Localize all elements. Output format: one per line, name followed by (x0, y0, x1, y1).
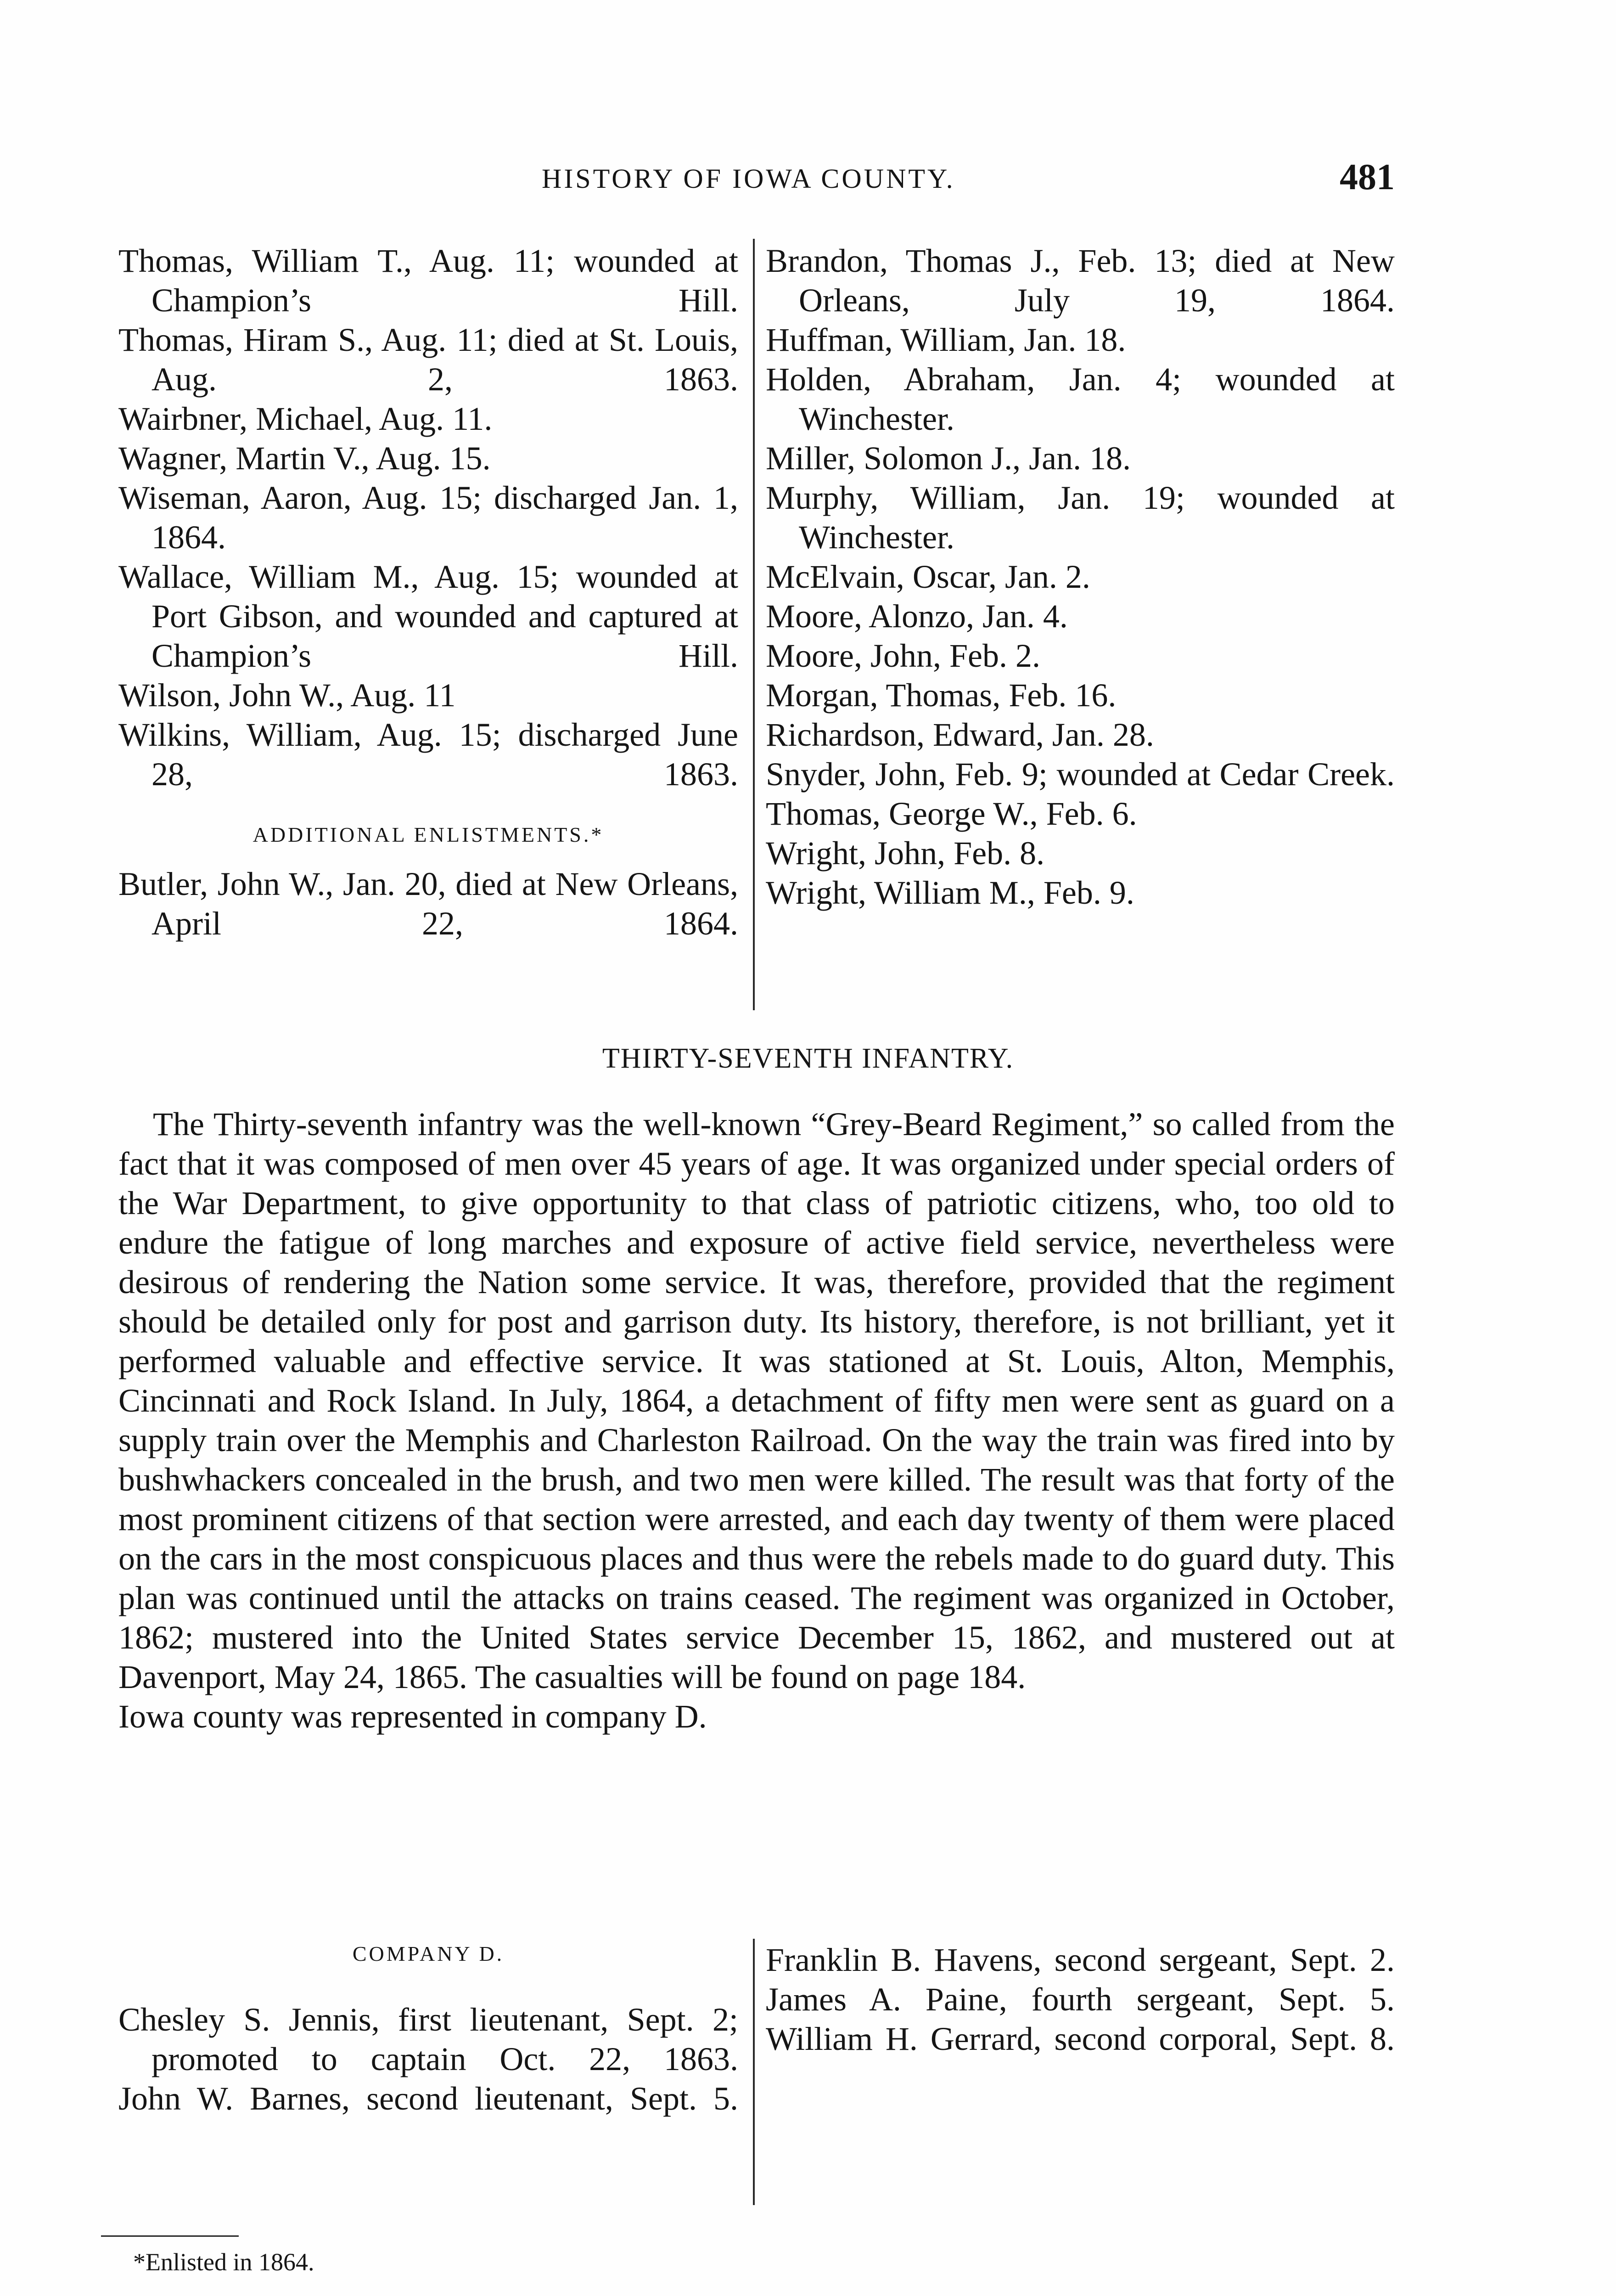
column-divider (753, 1939, 755, 2205)
company-entry: John W. Barnes, second lieutenant, Sept. 5. (118, 2080, 738, 2117)
company-list-right (766, 1940, 1395, 2059)
column-divider (753, 239, 755, 1010)
roster-entry: Wairbner, Michael, Aug. 11. (118, 400, 493, 437)
body-paragraph-text: The Thirty-seventh infantry was the well-known “Grey-Beard Regiment,” so called from the fact that it was composed of men over 45 years of age. It was organized under special orders of the War Department, to give opportunity to that class of patriotic citizens, who, too old to endure the fatigue of long marches and exposure of active field service, nevertheless were desirous of rendering the Nation some service. It was, therefore, provided that the regiment should be detailed only for post and garrison duty. Its history, therefore, is not brilliant, yet it performed valuable and effective service. It was stationed at St. Louis, Alton, Memphis, Cincinnati and Rock Island. In July, 1864, a detachment of fifty men were sent as guard on a supply train over the Memphis and Charleston Railroad. On the way the train was fired into by bushwhackers concealed in the brush, and two men were killed. The result was that forty of the most prominent citizens of that section were arrested, and each day twenty of them were placed on the cars in the most conspicuous places and thus were the rebels made to do guard duty. This plan was continued until the attacks on trains ceased. The regiment was organized in October, 1862; mustered into the United States service December 15, 1862, and mustered out at Davenport, May 24, 1865. The casualties will be found on page 184. (118, 1106, 1395, 1695)
company-entry: Franklin B. Havens, second sergeant, Sept. 2. (766, 1941, 1395, 1978)
closing-line: Iowa county was represented in company D. (118, 1698, 707, 1735)
roster-entry: Thomas, Hiram S., Aug. 11; died at St. Louis, Aug. 2, 1863. (118, 321, 738, 398)
running-title: HISTORY OF IOWA COUNTY. (542, 163, 955, 194)
footnote-rule (101, 2235, 239, 2237)
page-number: 481 (1340, 157, 1395, 197)
roster-entry: Thomas, George W., Feb. 6. (766, 795, 1137, 832)
roster-list-right (766, 241, 1395, 912)
roster-entry: Wright, William M., Feb. 9. (766, 874, 1134, 911)
body-paragraph (118, 1104, 1395, 1736)
company-entry: Chesley S. Jennis, first lieutenant, Sept. 2; promoted to captain Oct. 22, 1863. (118, 2001, 738, 2077)
footnote: *Enlisted in 1864. (133, 2248, 314, 2276)
additional-enlistments-list (118, 864, 738, 943)
roster-entry: Morgan, Thomas, Feb. 16. (766, 677, 1117, 714)
roster-entry: Brandon, Thomas J., Feb. 13; died at New Orleans, July 19, 1864. (766, 242, 1395, 319)
roster-right-column (766, 241, 1395, 912)
roster-entry: McElvain, Oscar, Jan. 2. (766, 558, 1090, 595)
additional-enlistments-heading: ADDITIONAL ENLISTMENTS.* (252, 823, 604, 846)
roster-left-column (118, 241, 738, 943)
roster-entry: Moore, John, Feb. 2. (766, 637, 1040, 674)
roster-entry: Snyder, John, Feb. 9; wounded at Cedar Creek. (766, 756, 1395, 793)
roster-entry: Wiseman, Aaron, Aug. 15; discharged Jan. 1, 1864. (118, 479, 738, 556)
roster-entry: Wallace, William M., Aug. 15; wounded at Port Gibson, and wounded and captured at Champion’s Hill. (118, 558, 738, 674)
roster-entry: Murphy, William, Jan. 19; wounded at Winchester. (766, 479, 1395, 556)
company-entry: James A. Paine, fourth sergeant, Sept. 5. (766, 1981, 1395, 2018)
roster-entry: Holden, Abraham, Jan. 4; wounded at Winchester. (766, 361, 1395, 437)
company-list-left (118, 2000, 738, 2118)
company-left-column (118, 1940, 738, 2118)
roster-entry: Miller, Solomon J., Jan. 18. (766, 440, 1131, 477)
running-head (0, 157, 1616, 209)
section-heading: THIRTY-SEVENTH INFANTRY. (602, 1043, 1014, 1074)
company-right-column (766, 1940, 1395, 2059)
roster-entry: Moore, Alonzo, Jan. 4. (766, 598, 1068, 635)
roster-entry: Wagner, Martin V., Aug. 15. (118, 440, 491, 477)
roster-entry: Thomas, William T., Aug. 11; wounded at Champion’s Hill. (118, 242, 738, 319)
roster-list-left (118, 241, 738, 794)
roster-entry: Wilkins, William, Aug. 15; discharged June 28, 1863. (118, 716, 738, 793)
roster-entry: Wilson, John W., Aug. 11 (118, 677, 456, 714)
roster-entry: Huffman, William, Jan. 18. (766, 321, 1126, 358)
company-heading: COMPANY D. (352, 1942, 505, 1965)
roster-entry: Richardson, Edward, Jan. 28. (766, 716, 1154, 753)
company-entry: William H. Gerrard, second corporal, Sept. 8. (766, 2020, 1395, 2057)
roster-entry: Butler, John W., Jan. 20, died at New Orleans, April 22, 1864. (118, 866, 738, 942)
roster-entry: Wright, John, Feb. 8. (766, 835, 1045, 872)
